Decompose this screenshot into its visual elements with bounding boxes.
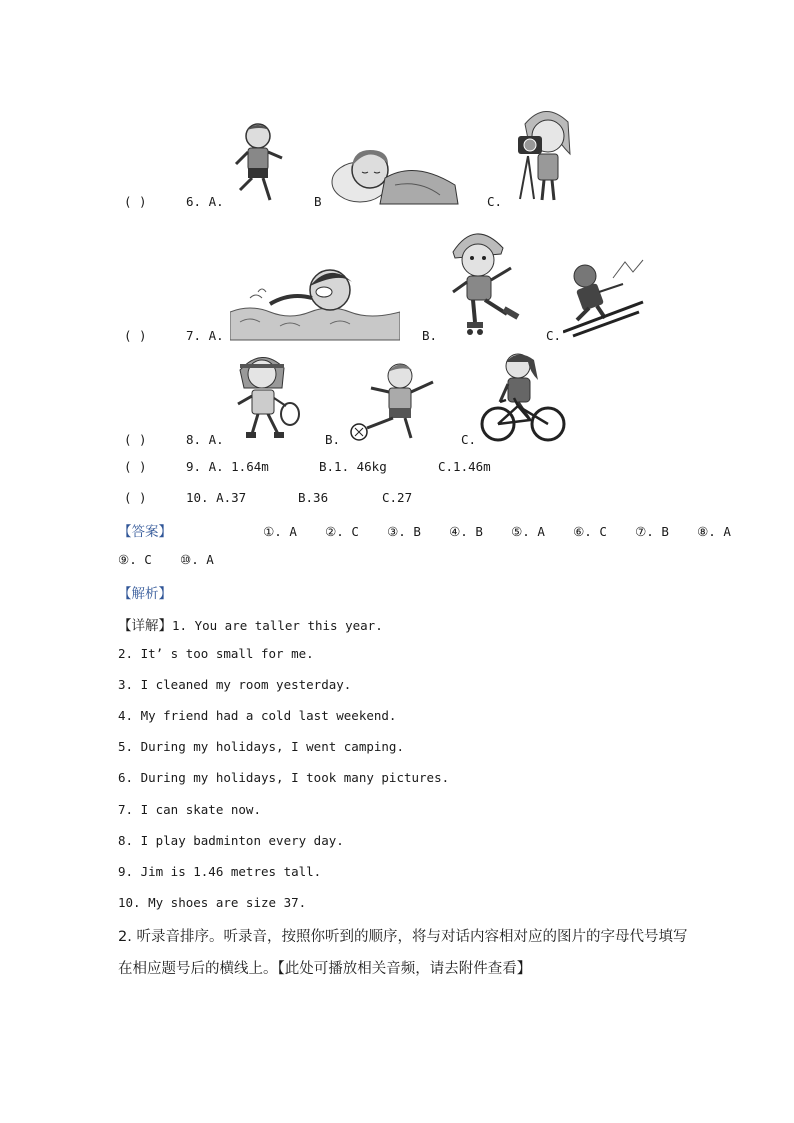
answer-blank[interactable]: ( ) <box>124 328 147 343</box>
running-boy-icon <box>230 120 290 205</box>
answer-item: ⑩. A <box>180 552 214 567</box>
option-b-label: B. <box>325 432 341 447</box>
option-c-label: C.27 <box>382 490 413 505</box>
analysis-line-8: 8. I play badminton every day. <box>118 833 344 848</box>
analysis-line-9: 9. Jim is 1.46 metres tall. <box>118 864 322 879</box>
answer-row-2 <box>118 552 214 567</box>
answer-blank[interactable]: ( ) <box>124 432 147 447</box>
answer-item: ①. A <box>263 524 297 539</box>
football-boy-icon <box>345 358 440 443</box>
answer-blank[interactable]: ( ) <box>124 459 147 474</box>
option-b-label: B <box>314 194 322 209</box>
analysis-line-2: 2. It’ s too small for me. <box>118 646 314 661</box>
question-8 <box>124 432 476 447</box>
option-a-label: 9. A. 1.64m <box>186 459 269 474</box>
option-a-label: 7. A. <box>186 328 224 343</box>
option-c-label: C. <box>487 194 503 209</box>
option-b-label: B. <box>422 328 438 343</box>
analysis-line-1: 【详解】1. You are taller this year. <box>118 618 383 634</box>
section2-instruction-line1: 2. 听录音排序。听录音，按照你听到的顺序，将与对话内容相对应的图片的字母代号填写 <box>118 929 688 945</box>
option-c-label: C. <box>546 328 562 343</box>
answer-label: 【答案】 <box>118 524 172 540</box>
option-c-label: C. <box>461 432 477 447</box>
answer-item: ③. B <box>387 524 421 539</box>
option-c-label: C.1.46m <box>438 459 491 474</box>
question-9 <box>124 459 491 474</box>
analysis-line-5: 5. During my holidays, I went camping. <box>118 739 404 754</box>
answer-item: ⑤. A <box>511 524 545 539</box>
detail-label: 【详解】 <box>118 618 172 634</box>
answer-item: ②. C <box>325 524 359 539</box>
cycling-girl-icon <box>478 350 568 445</box>
skating-kid-icon <box>445 222 525 337</box>
question-6 <box>124 194 502 209</box>
answer-item: ⑧. A <box>697 524 731 539</box>
analysis-line-7: 7. I can skate now. <box>118 802 261 817</box>
answer-blank[interactable]: ( ) <box>124 194 147 209</box>
answer-item: ⑨. C <box>118 552 152 567</box>
option-a-label: 8. A. <box>186 432 224 447</box>
option-a-label: 6. A. <box>186 194 224 209</box>
girl-camera-icon <box>510 104 580 204</box>
answer-blank[interactable]: ( ) <box>124 490 147 505</box>
answer-item: ⑥. C <box>573 524 607 539</box>
analysis-line-10: 10. My shoes are size 37. <box>118 895 307 910</box>
answer-item: ④. B <box>449 524 483 539</box>
question-10 <box>124 490 412 505</box>
question-7 <box>124 328 561 343</box>
badminton-girl-icon <box>232 348 302 443</box>
analysis-line-4: 4. My friend had a cold last weekend. <box>118 708 397 723</box>
answer-item: ⑦. B <box>635 524 669 539</box>
section2-instruction-line2: 在相应题号后的横线上。【此处可播放相关音频，请去附件查看】 <box>118 961 532 977</box>
option-b-label: B.1. 46kg <box>319 459 387 474</box>
analysis-line-6: 6. During my holidays, I took many pictures. <box>118 770 450 785</box>
analysis-label: 【解析】 <box>118 586 172 602</box>
option-a-label: 10. A.37 <box>186 490 247 505</box>
analysis-line-3: 3. I cleaned my room yesterday. <box>118 677 352 692</box>
answer-row <box>118 520 731 540</box>
option-b-label: B.36 <box>298 490 329 505</box>
skiing-person-icon <box>563 258 648 338</box>
